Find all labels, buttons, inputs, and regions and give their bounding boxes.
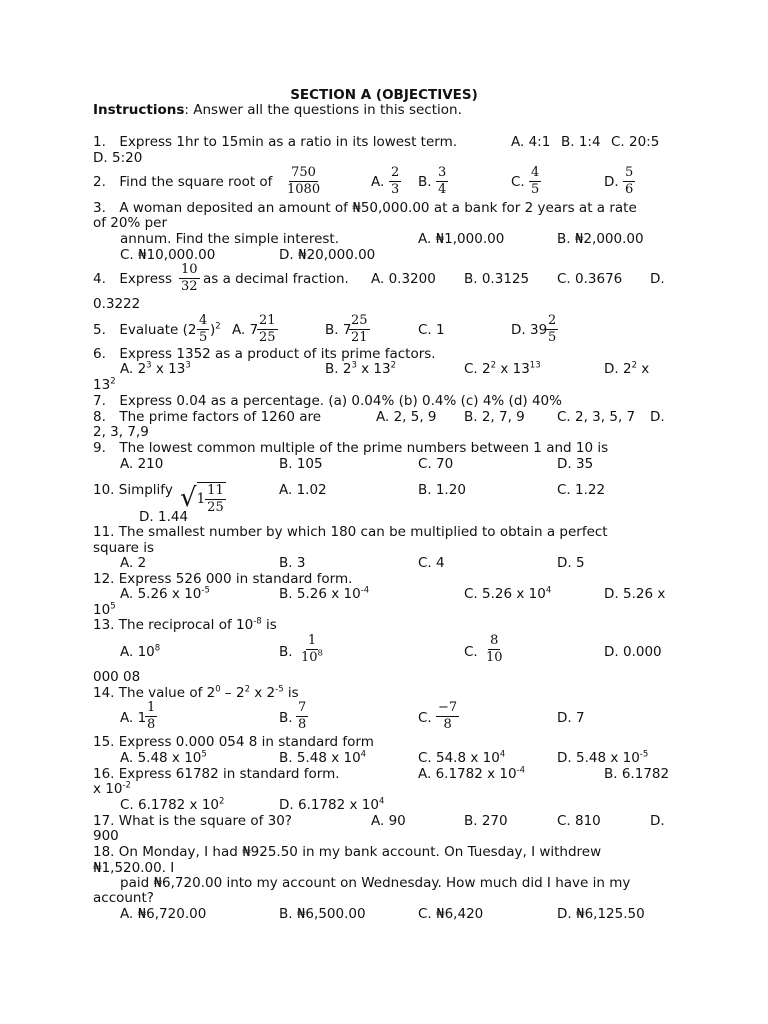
q9-stem: 9. The lowest common multiple of the prime numbers between 1 and 10 is [93, 440, 609, 456]
q14-option-a-fraction: $\frac{1}{8}$ [147, 700, 156, 732]
q1-option-a: A. 4:1 [511, 134, 551, 150]
q12-option-c: C. 5.26 x $10^4$ [464, 585, 552, 602]
instructions-label: Instructions [93, 102, 185, 118]
instructions-text: : Answer all the questions in this section. [184, 102, 462, 118]
q13-option-b-fraction: $\frac{1}{10^8}$ [301, 633, 323, 665]
q12-option-b: B. 5.26 x $10^{-4}$ [279, 585, 370, 602]
q8-option-d-wrap: 2, 3, 7,9 [93, 424, 149, 440]
q16-stem: 16. Express 61782 in standard form. [93, 766, 340, 782]
q9-option-a: A. 210 [120, 456, 164, 472]
q18-option-d: D. ₦6,125.50 [557, 906, 645, 922]
q3-option-b: B. ₦2,000.00 [557, 231, 644, 247]
q9-option-d: D. 35 [557, 456, 594, 472]
q17-option-d-wrap: 900 [93, 828, 119, 844]
q5-close: )$^2$ [210, 321, 221, 338]
q10-option-c: C. 1.22 [557, 482, 606, 498]
q4-option-d-wrap: 0.3222 [93, 296, 141, 312]
q14-option-d: D. 7 [557, 710, 585, 726]
q5-fraction: $\frac{4}{5}$ [199, 313, 208, 345]
q1-option-d: D. 5:20 [93, 150, 143, 166]
q15-stem: 15. Express 0.000 054 8 in standard form [93, 734, 374, 750]
q14-stem: 14. The value of $2^0 - 2^2$ x $2^{-5}$ is [93, 684, 299, 701]
q8-option-d: D. [650, 409, 665, 425]
q11-option-d: D. 5 [557, 555, 585, 571]
q4-option-d: D. [650, 271, 665, 287]
q2-option-d: D. [604, 174, 619, 190]
q11-stem-wrap: square is [93, 540, 155, 556]
q16-option-a: A. 6.1782 x $10^{-4}$ [418, 765, 526, 782]
q12-option-d: D. 5.26 x [604, 586, 666, 602]
q2-option-c-fraction: $\frac{4}{5}$ [531, 165, 540, 197]
q2-option-a: A. [371, 174, 385, 190]
q3-stem: 3. A woman deposited an amount of ₦50,000.00 at a bank for 2 years at a rate [93, 200, 637, 216]
q2-option-b-fraction: $\frac{3}{4}$ [438, 165, 447, 197]
q6-option-c: C. $2^2$ x $13^{13}$ [464, 360, 541, 377]
q14-option-c: C. [418, 710, 432, 726]
q13-stem: 13. The reciprocal of $10^{-8}$ is [93, 616, 277, 633]
q2-option-a-fraction: $\frac{2}{3}$ [391, 165, 400, 197]
q10-option-b: B. 1.20 [418, 482, 466, 498]
q6-option-d-wrap: $13^2$ [93, 376, 116, 393]
q1-option-c: C. 20:5 [611, 134, 660, 150]
q6-option-d: D. $2^2$ x [604, 360, 650, 377]
q4-stem: 4. Express [93, 271, 173, 287]
q10-option-a: A. 1.02 [279, 482, 327, 498]
q13-option-d-wrap: 000 08 [93, 669, 141, 685]
q14-option-c-fraction: $\frac{-7}{8}$ [438, 700, 458, 732]
q3-option-c: C. ₦10,000.00 [120, 247, 216, 263]
q5-option-c: C. 1 [418, 322, 445, 338]
q17-option-c: C. 810 [557, 813, 601, 829]
q8-option-a: A. 2, 5, 9 [376, 409, 437, 425]
q11-option-b: B. 3 [279, 555, 306, 571]
q7-stem: 7. Express 0.04 as a percentage. (a) 0.04% (b) 0.4% (c) 4% (d) 40% [93, 393, 562, 409]
q6-option-a: A. $2^3$ x $13^3$ [120, 360, 191, 377]
q5-option-b: B. 7 [325, 322, 352, 338]
q17-stem: 17. What is the square of 30? [93, 813, 292, 829]
q16-option-d: D. 6.1782 x $10^4$ [279, 796, 385, 813]
q10-stem: 10. Simplify [93, 482, 173, 498]
q12-stem: 12. Express 526 000 in standard form. [93, 571, 353, 587]
q4-option-a: A. 0.3200 [371, 271, 436, 287]
q5-option-b-fraction: $\frac{25}{21}$ [351, 313, 368, 345]
q17-option-d: D. [650, 813, 665, 829]
q11-stem: 11. The smallest number by which 180 can be multiplied to obtain a perfect [93, 524, 608, 540]
q2-option-d-fraction: $\frac{5}{6}$ [625, 165, 634, 197]
q1-stem: 1. Express 1hr to 15min as a ratio in its lowest term. [93, 134, 458, 150]
q5-stem: 5. Evaluate (2 [93, 322, 197, 338]
q1-option-b: B. 1:4 [561, 134, 601, 150]
q17-option-a: A. 90 [371, 813, 406, 829]
q13-option-d: D. 0.000 [604, 644, 662, 660]
q6-stem: 6. Express 1352 as a product of its prime factors. [93, 346, 436, 362]
q2-option-c: C. [511, 174, 525, 190]
q10-option-d: D. 1.44 [139, 509, 189, 525]
q15-option-a: A. 5.48 x $10^5$ [120, 749, 207, 766]
q16-option-b-wrap: x $10^{-2}$ [93, 780, 131, 797]
q18-stem-line2: paid ₦6,720.00 into my account on Wednesday. How much did I have in my [120, 875, 631, 891]
q11-option-a: A. 2 [120, 555, 147, 571]
q13-option-a: A. $10^8$ [120, 643, 161, 660]
q13-option-c: C. [464, 644, 478, 660]
section-title: SECTION A (OBJECTIVES) [290, 87, 478, 103]
q4-fraction: $\frac{10}{32}$ [181, 262, 198, 294]
q5-option-a-fraction: $\frac{21}{25}$ [259, 313, 276, 345]
q5-option-d-fraction: $\frac{2}{5}$ [548, 313, 557, 345]
q2-stem: 2. Find the square root of [93, 174, 273, 190]
q13-option-c-fraction: $\frac{8}{10}$ [486, 633, 503, 665]
q14-option-a: A. 1 [120, 710, 147, 726]
q4-option-b: B. 0.3125 [464, 271, 530, 287]
q8-option-b: B. 2, 7, 9 [464, 409, 525, 425]
q4-stem-post: as a decimal fraction. [203, 271, 349, 287]
q5-option-a: A. 7 [232, 322, 259, 338]
q14-option-b: B. [279, 710, 293, 726]
q8-option-c: C. 2, 3, 5, 7 [557, 409, 636, 425]
q10-square-root: √1 $\frac{11}{25}$ [180, 483, 224, 515]
q16-option-b: B. 6.1782 [604, 766, 670, 782]
q16-option-c: C. 6.1782 x $10^2$ [120, 796, 225, 813]
q9-option-c: C. 70 [418, 456, 454, 472]
q18-stem-wrap2: account? [93, 890, 154, 906]
q15-option-d: D. 5.48 x $10^{-5}$ [557, 749, 649, 766]
q11-option-c: C. 4 [418, 555, 445, 571]
q15-option-b: B. 5.48 x $10^4$ [279, 749, 367, 766]
q8-stem: 8. The prime factors of 1260 are [93, 409, 322, 425]
q3-option-a: A. ₦1,000.00 [418, 231, 505, 247]
q6-option-b: B. $2^3$ x $13^2$ [325, 360, 397, 377]
q2-option-b: B. [418, 174, 432, 190]
q15-option-c: C. 54.8 x $10^4$ [418, 749, 506, 766]
q18-option-a: A. ₦6,720.00 [120, 906, 207, 922]
q12-option-a: A. 5.26 x $10^{-5}$ [120, 585, 210, 602]
q18-stem: 18. On Monday, I had ₦925.50 in my bank account. On Tuesday, I withdrew [93, 844, 602, 860]
q5-option-d: D. 39 [511, 322, 548, 338]
q18-option-c: C. ₦6,420 [418, 906, 484, 922]
q4-option-c: C. 0.3676 [557, 271, 623, 287]
q13-option-b: B. [279, 644, 293, 660]
q3-stem-line2: annum. Find the simple interest. [120, 231, 340, 247]
q9-option-b: B. 105 [279, 456, 323, 472]
q18-stem-wrap: ₦1,520.00. I [93, 860, 175, 876]
q3-option-d: D. ₦20,000.00 [279, 247, 376, 263]
q12-option-d-wrap: $10^5$ [93, 601, 116, 618]
q18-option-b: B. ₦6,500.00 [279, 906, 366, 922]
q17-option-b: B. 270 [464, 813, 508, 829]
q3-stem-wrap: of 20% per [93, 215, 168, 231]
q2-fraction: $\frac{750}{1080}$ [287, 165, 321, 197]
q14-option-b-fraction: $\frac{7}{8}$ [298, 700, 307, 732]
